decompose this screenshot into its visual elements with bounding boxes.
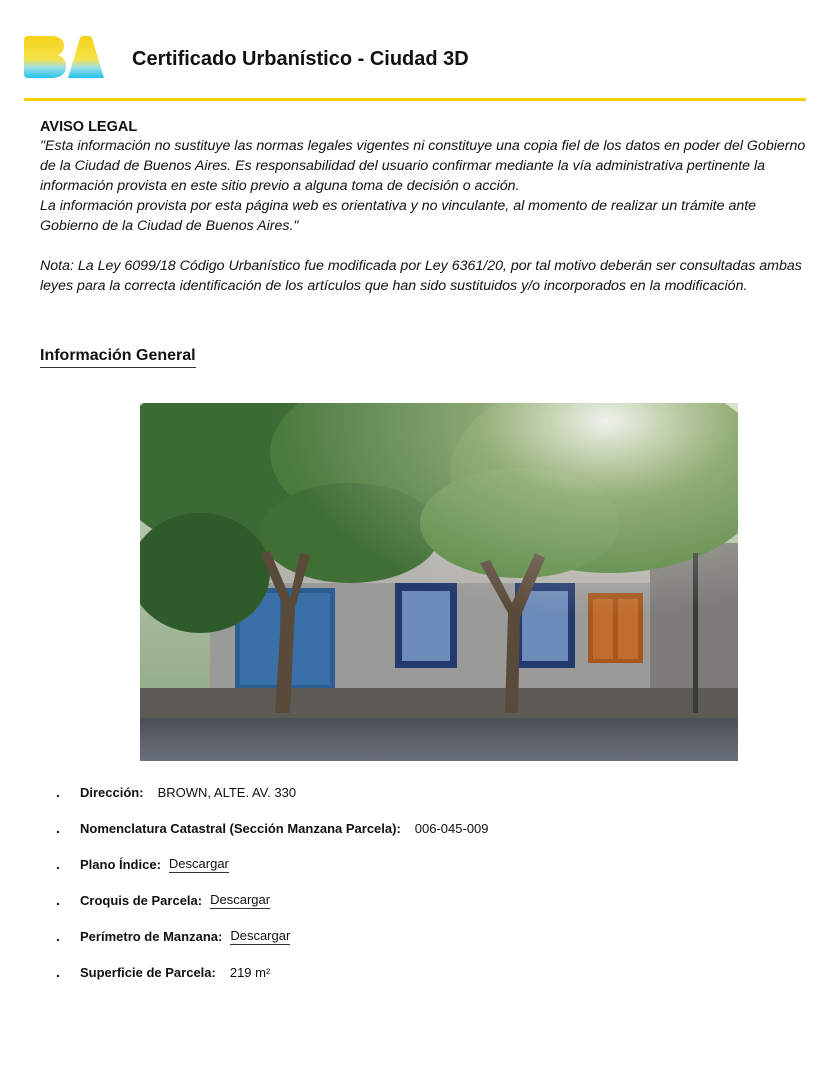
superficie-label: Superficie de Parcela: (80, 964, 216, 980)
ba-logo (24, 36, 104, 78)
list-bullet: . (56, 928, 60, 944)
legal-notice (40, 118, 810, 296)
list-bullet: . (56, 784, 60, 800)
plano-indice-download-link[interactable]: Descargar (168, 855, 229, 871)
legal-paragraph: "Esta información no sustituye las normas legales vigentes ni constituye una copia fiel de los datos en poder del Gobierno de la Ciudad de Buenos Aires. Es responsabilidad del usuario confirmar mediante la vía administrativa pertinente la información provista en este sitio previo a alguna toma de decisión o acción. (40, 138, 806, 194)
superficie-value: 219 m² (229, 964, 271, 980)
page-header (0, 0, 837, 100)
perimetro-label: Perímetro de Manzana: (80, 928, 223, 944)
list-bullet: . (56, 856, 60, 872)
perimetro-download-link[interactable]: Descargar (230, 927, 291, 943)
general-info-list (56, 774, 796, 990)
list-bullet: . (56, 892, 60, 908)
list-bullet: . (56, 964, 60, 980)
list-bullet: . (56, 820, 60, 836)
section-title-general: Información General (40, 346, 196, 368)
legal-note: Nota: La Ley 6099/18 Código Urbanístico fue modificada por Ley 6361/20, por tal motivo deberán ser consultadas ambas leyes para la correcta identificación de los artículos que han sido sustituidos y/o incorporados en la modificación. (40, 258, 802, 294)
direccion-value: BROWN, ALTE. AV. 330 (157, 784, 297, 800)
info-direccion (56, 774, 796, 810)
page-title: Certificado Urbanístico - Ciudad 3D (132, 48, 469, 70)
legal-paragraph-2: La información provista por esta página web es orientativa y no vinculante, al momento de realizar un trámite ante Gobierno de la Ciudad de Buenos Aires." (40, 198, 757, 234)
croquis-label: Croquis de Parcela: (80, 892, 203, 908)
nomenclatura-label: Nomenclatura Catastral (Sección Manzana Parcela): (80, 820, 401, 836)
croquis-download-link[interactable]: Descargar (210, 891, 271, 907)
info-plano-indice (56, 846, 796, 882)
property-photo (140, 403, 738, 761)
info-croquis (56, 882, 796, 918)
info-nomenclatura (56, 810, 796, 846)
info-superficie (56, 954, 796, 990)
plano-indice-label: Plano Índice: (80, 856, 161, 872)
direccion-label: Dirección: (80, 784, 144, 800)
legal-heading: AVISO LEGAL (40, 119, 138, 135)
nomenclatura-value: 006-045-009 (414, 820, 489, 836)
info-perimetro (56, 918, 796, 954)
header-divider (24, 98, 806, 101)
